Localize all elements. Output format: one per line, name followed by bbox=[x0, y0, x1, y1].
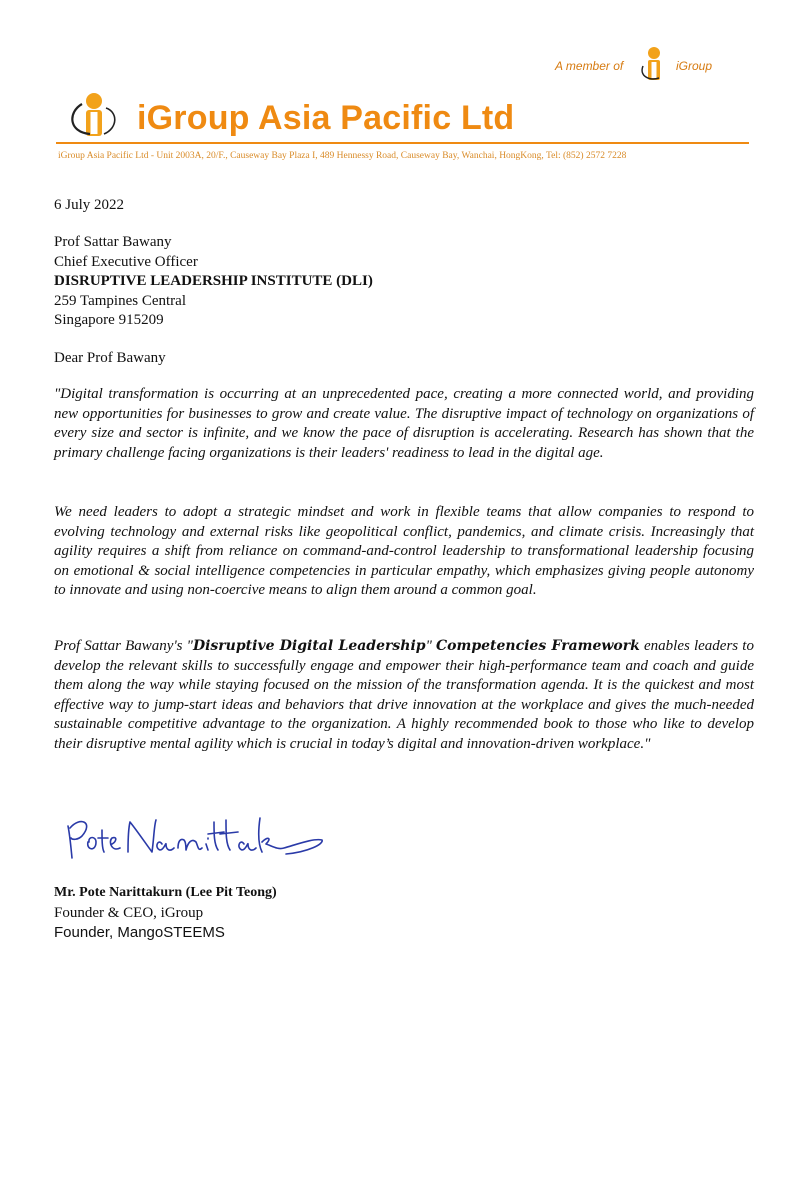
letter-date: 6 July 2022 bbox=[54, 197, 125, 213]
recipient-address-line2: Singapore 915209 bbox=[54, 312, 164, 328]
company-name: iGroup Asia Pacific Ltd bbox=[137, 99, 515, 137]
member-prefix: A member of bbox=[555, 59, 624, 73]
igroup-small-logo-icon bbox=[639, 46, 669, 82]
member-of-badge bbox=[555, 46, 730, 82]
paragraph-2: We need leaders to adopt a strategic mindset and work in flexible teams that allow companies to respond to evolving technology and external risks like geopolitical conflict, pandemics, and climate crisis. Increasingly that agility requires a shift from reliance on command-and-control leadership to transformational leadership focusing on emotional & social intelligence competencies in particular empathy, which emphasizes giving people autonomy to innovate and using non-coercive means to align them around a common goal. bbox=[54, 504, 754, 598]
paragraph-3-mid: " bbox=[425, 638, 437, 654]
member-brand: iGroup bbox=[676, 59, 713, 73]
recipient-block bbox=[54, 233, 373, 331]
signer-role-2: Founder, MangoSTEEMS bbox=[54, 924, 225, 941]
paragraph-3-lead: Prof Sattar Bawany's " bbox=[54, 638, 193, 654]
signer-role-1: Founder & CEO, iGroup bbox=[54, 905, 204, 921]
recipient-title: Chief Executive Officer bbox=[54, 253, 198, 270]
signer-name: Mr. Pote Narittakurn (Lee Pit Teong) bbox=[54, 885, 277, 900]
recipient-organization: DISRUPTIVE LEADERSHIP INSTITUTE (DLI) bbox=[54, 273, 373, 289]
igroup-logo-icon bbox=[64, 92, 126, 138]
greeting: Dear Prof Bawany bbox=[54, 350, 166, 366]
header-divider bbox=[56, 142, 749, 144]
handwritten-signature bbox=[58, 808, 328, 866]
recipient-name: Prof Sattar Bawany bbox=[54, 234, 172, 250]
paragraph-1: "Digital transformation is occurring at an unprecedented pace, creating a more connected world, and providing new opportunities for businesses to grow and create value. The disruptive impact of technology on organizations of every size and sector is infinite, and we know the pace of disruption is accelerating. Research has shown that the primary challenge facing organizations is their leaders' readiness to lead in the digital age. bbox=[54, 386, 754, 461]
recipient-address-line1: 259 Tampines Central bbox=[54, 292, 186, 309]
paragraph-3 bbox=[54, 637, 754, 754]
book-title: Disruptive Digital Leadership bbox=[192, 638, 426, 654]
paragraph-3-rest: enables leaders to develop the relevant skills to successfully engage and empower their high-performance team and coach and guide them along the way while staying focused on the mission of the transformation agenda. It is the quickest and most effective way to jump-start ideas and behaviors that drive innovation at the workplace and gives the much-needed sustainable competitive advantage to the organization. A highly recommended book to those who like to develop their disruptive mental agility which is crucial in today’s digital and innovation-driven workplace." bbox=[54, 638, 754, 752]
framework-title: Competencies Framework bbox=[436, 638, 640, 654]
company-address: iGroup Asia Pacific Ltd - Unit 2003A, 20/F., Causeway Bay Plaza I, 489 Hennessy Road, Causeway Bay, Wanchai, HongKong, Tel: (852) 2572 7228 bbox=[58, 151, 627, 161]
